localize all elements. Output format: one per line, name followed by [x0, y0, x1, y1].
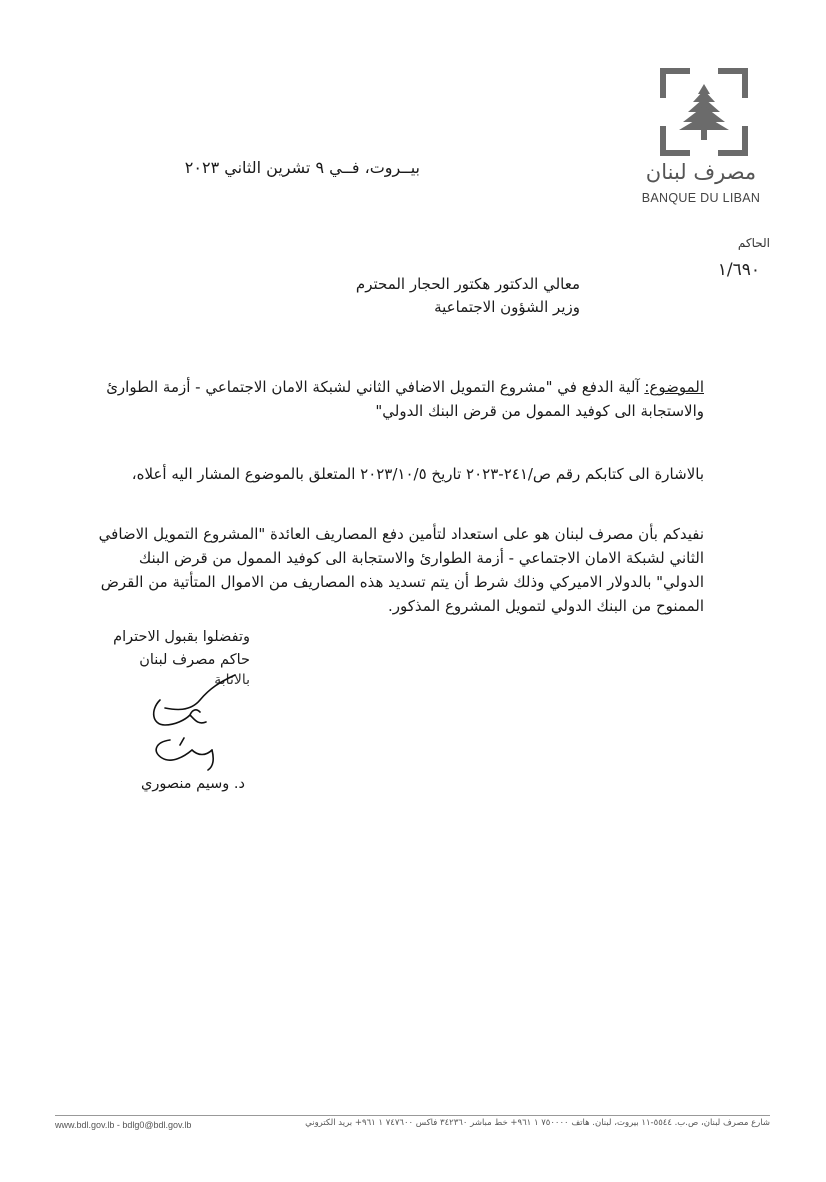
cedar-tree-icon: [660, 68, 748, 156]
subject-label: الموضوع:: [644, 378, 704, 396]
closing-salutation: وتفضلوا بقبول الاحترام: [113, 629, 250, 645]
closing-title: حاكم مصرف لبنان: [139, 652, 250, 668]
handwritten-signature: [140, 670, 250, 775]
signatory-name: د. وسيم منصوري: [140, 776, 245, 792]
subject-line: [100, 375, 704, 423]
bank-logo: [660, 68, 748, 156]
logo-french-text: BANQUE DU LIBAN: [641, 191, 761, 205]
body-paragraph-2: نفيدكم بأن مصرف لبنان هو على استعداد لتأمين دفع المصاريف العائدة "المشروع التمويل الاضافي الثاني لشبكة الامان الاجتماعي - أزمة الطوارئ والاستجابة الى كوفيد الممول من قرض البنك الدولي" بالدولار الاميركي وذلك شرط أن يتم تسديد هذه المصاريف من الاموال المتأتية من القرض الممنوح من البنك الدولي لتمويل المشروع المذكور.: [98, 525, 704, 615]
recipient-name: معالي الدكتور هكتور الحجار المحترم: [355, 275, 580, 293]
reference-number: ١/٦٩٠: [717, 260, 760, 280]
footer-web-email: www.bdl.gov.lb - bdlg0@bdl.gov.lb: [55, 1120, 192, 1130]
footer-address: شارع مصرف لبنان، ص.ب. ٥٥٤٤-١١ بيروت، لبنان. هاتف ٧٥٠٠٠٠ ١ ٩٦١+ خط مباشر ٣٤٢٣٦٠ فاكس ٧٤٧٦٠٠ ١ ٩٦١+ بريد الكتروني: [305, 1118, 770, 1128]
place-date: بيــروت، فــي ٩ تشرين الثاني ٢٠٢٣: [184, 158, 420, 177]
recipient-title: وزير الشؤون الاجتماعية: [434, 298, 580, 316]
office-label: الحاكم: [737, 236, 770, 250]
closing-acting: بالانابة: [214, 672, 250, 688]
footer-divider: [55, 1115, 770, 1116]
subject-text: آلية الدفع في "مشروع التمويل الاضافي الثاني لشبكة الامان الاجتماعي - أزمة الطوارئ والاستجابة الى كوفيد الممول من قرض البنك الدولي": [106, 378, 704, 420]
logo-arabic-text: مصرف لبنان: [645, 160, 757, 184]
body-paragraph-1: بالاشارة الى كتابكم رقم ص/٢٤١-٢٠٢٣ تاريخ ٢٠٢٣/١٠/٥ المتعلق بالموضوع المشار اليه أعلاه،: [131, 465, 704, 483]
